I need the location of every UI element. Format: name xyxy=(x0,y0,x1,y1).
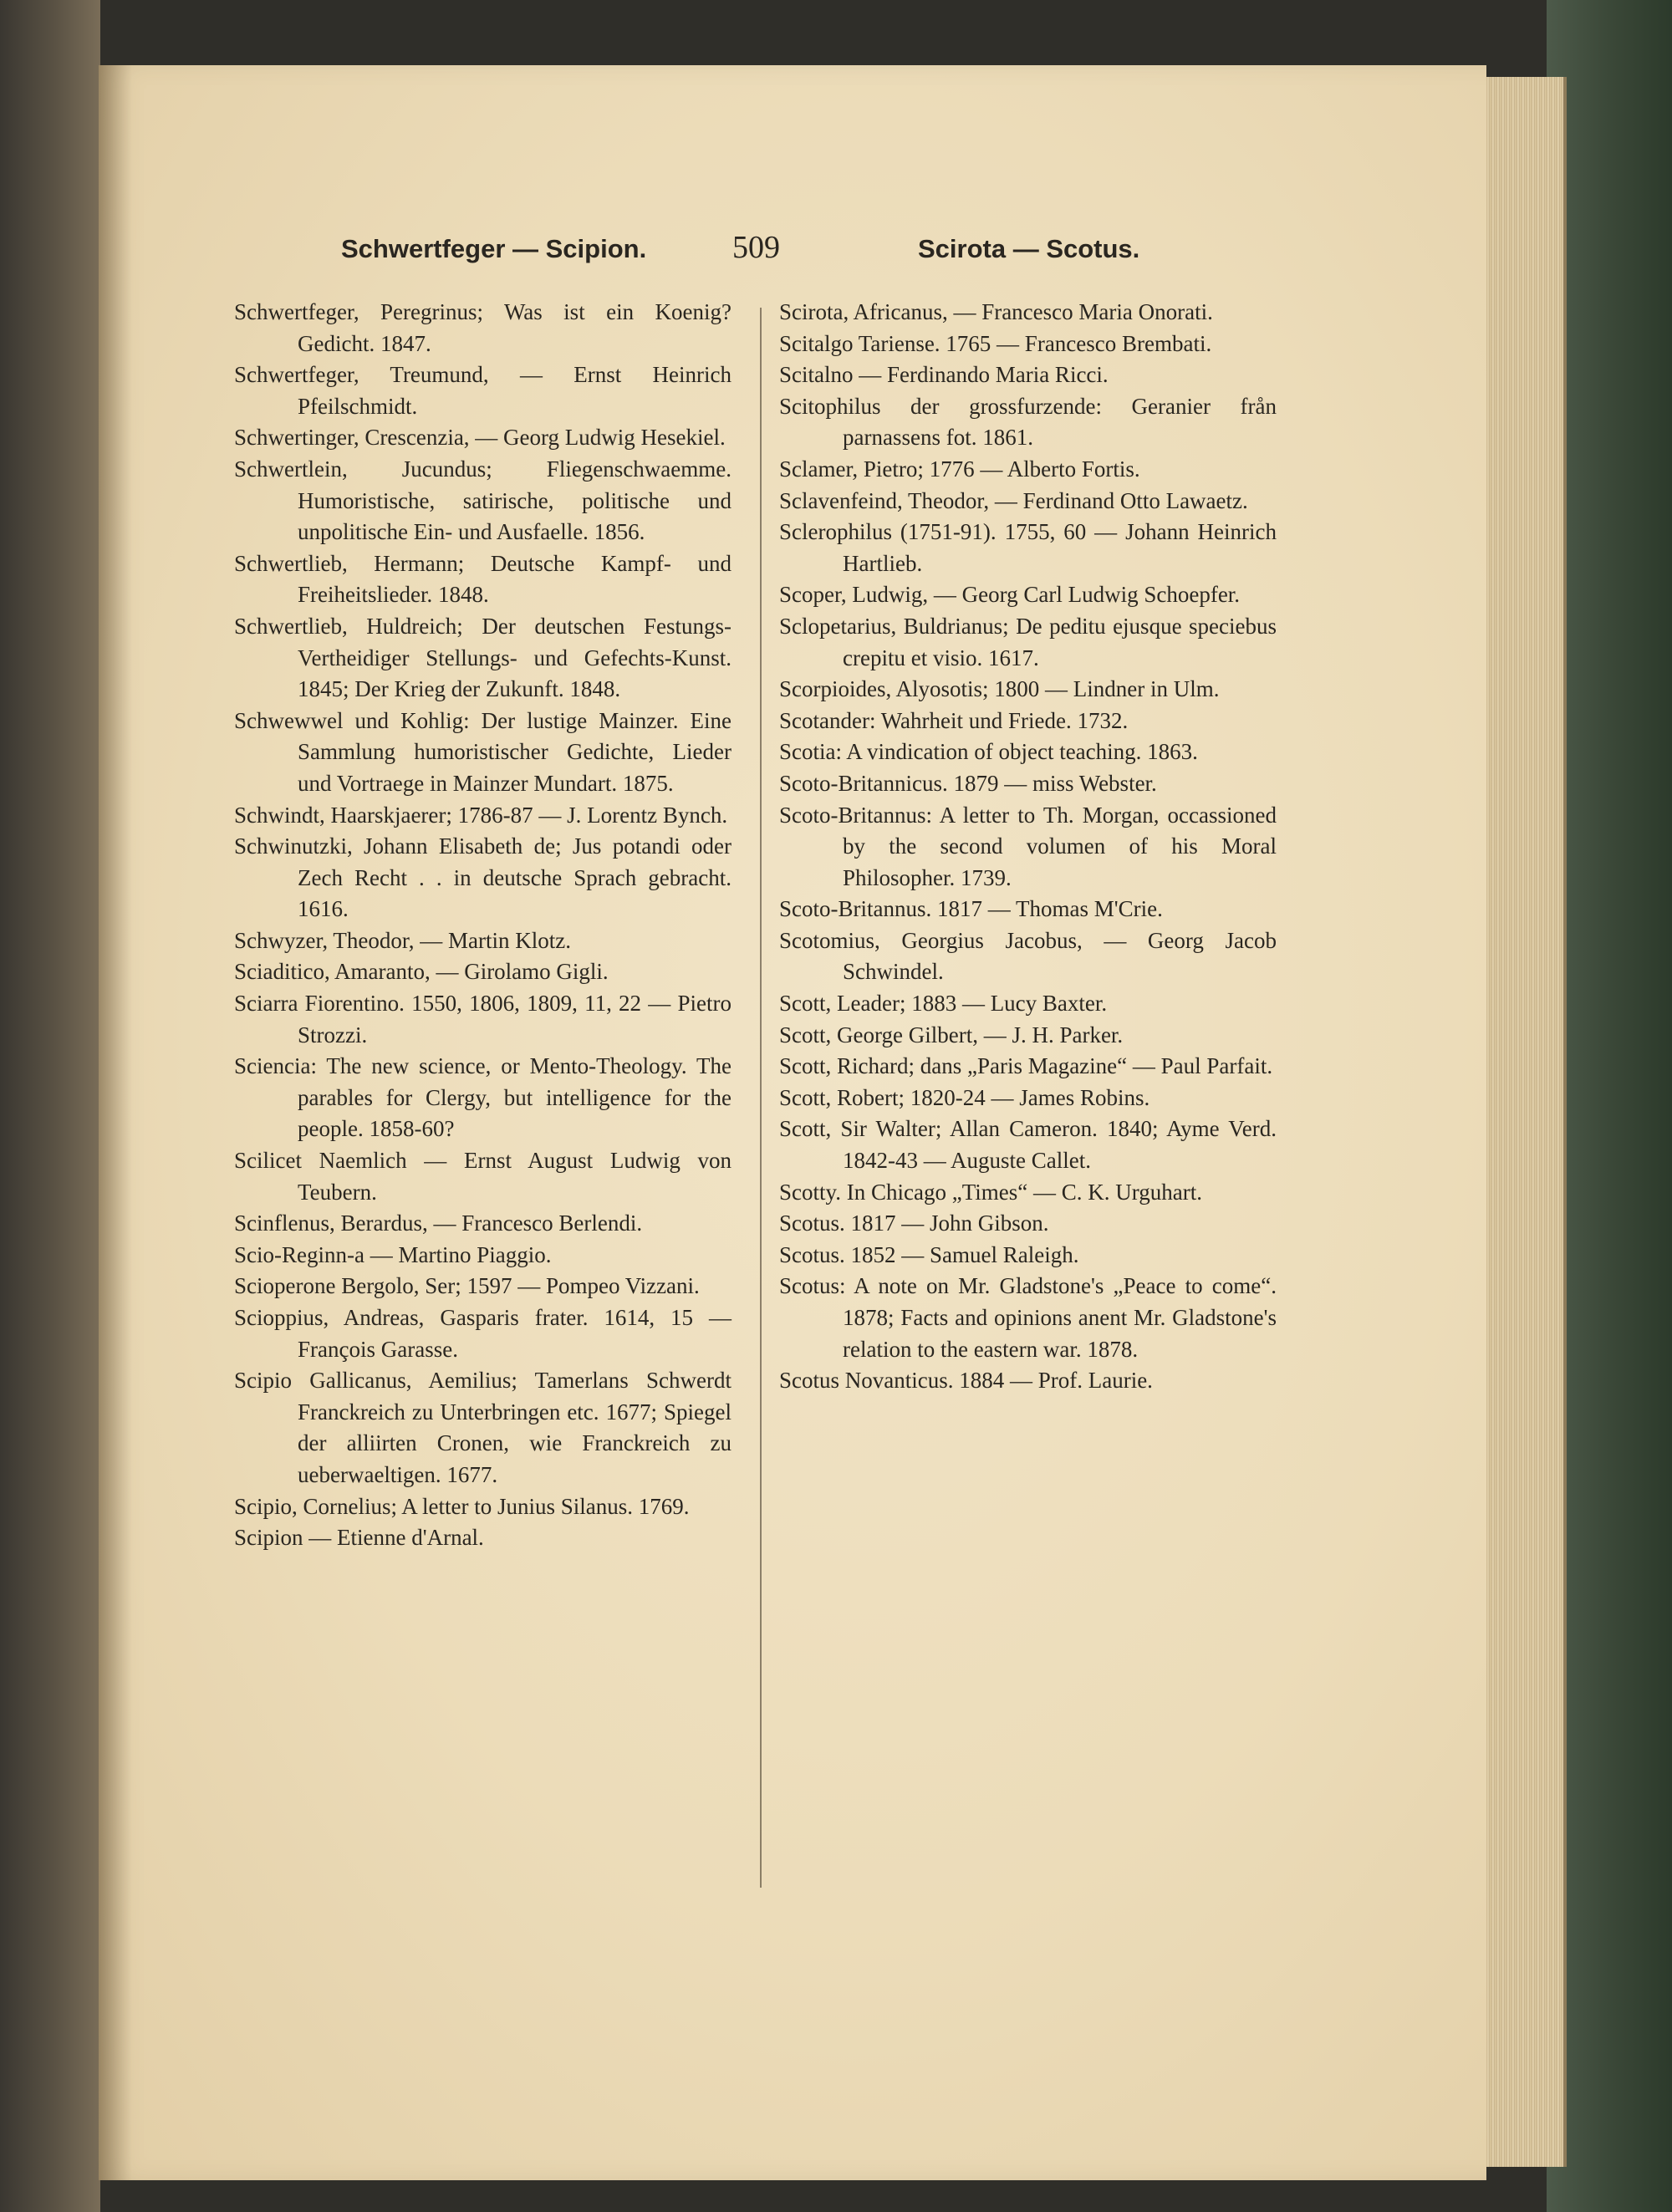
index-entry: Schwewwel und Kohlig: Der lustige Mainzer. Eine Sammlung humoristischer Gedichte, Lieder und Vortraege in Mainzer Mundart. 1875. xyxy=(234,707,732,796)
column-divider xyxy=(760,308,762,1888)
index-entry: Schwertlieb, Huldreich; Der deutschen Festungs-Vertheidiger Stellungs- und Gefechts-Kunst. 1845; Der Krieg der Zukunft. 1848. xyxy=(234,613,732,702)
index-entry: Scipion — Etienne d'Arnal. xyxy=(234,1525,484,1551)
index-entry: Sciencia: The new science, or Mento-Theology. The parables for Clergy, but intelligence for the people. 1858-60? xyxy=(234,1053,732,1142)
book-spine-left xyxy=(0,0,100,2212)
index-entry: Scotomius, Georgius Jacobus, — Georg Jacob Schwindel. xyxy=(779,927,1277,985)
index-entry: Scoper, Ludwig, — Georg Carl Ludwig Schoepfer. xyxy=(779,582,1241,608)
index-entry: Scorpioides, Alyosotis; 1800 — Lindner in Ulm. xyxy=(779,676,1220,702)
index-entry: Schwyzer, Theodor, — Martin Klotz. xyxy=(234,927,571,953)
index-entry: Scioperone Bergolo, Ser; 1597 — Pompeo Vizzani. xyxy=(234,1273,700,1299)
index-entry: Schwertlein, Jucundus; Fliegenschwaemme. Humoristische, satirische, politische und unpolitische Ein- und Ausfaelle. 1856. xyxy=(234,456,732,545)
index-entry: Scoto-Britannicus. 1879 — miss Webster. xyxy=(779,770,1157,796)
running-head-right: Scirota — Scotus. xyxy=(918,234,1140,263)
index-entry: Scinflenus, Berardus, — Francesco Berlendi. xyxy=(234,1210,643,1236)
index-entry: Schwertfeger, Peregrinus; Was ist ein Koenig? Gedicht. 1847. xyxy=(234,299,732,356)
index-entry: Schwindt, Haarskjaerer; 1786-87 — J. Lorentz Bynch. xyxy=(234,802,728,828)
index-entry: Scott, George Gilbert, — J. H. Parker. xyxy=(779,1022,1124,1047)
index-entry: Scoto-Britannus. 1817 — Thomas M'Crie. xyxy=(779,896,1163,922)
index-entry: Sciaditico, Amaranto, — Girolamo Gigli. xyxy=(234,959,609,985)
index-entry: Scott, Sir Walter; Allan Cameron. 1840; Ayme Verd. 1842-43 — Auguste Callet. xyxy=(779,1116,1277,1174)
page-number: 509 xyxy=(732,230,780,265)
index-entry: Scotus: A note on Mr. Gladstone's „Peace to come“. 1878; Facts and opinions anent Mr. Gladstone's relation to the eastern war. 1878. xyxy=(779,1273,1277,1362)
index-entry: Scipio Gallicanus, Aemilius; Tamerlans Schwerdt Franckreich zu Unterbringen etc. 1677; Spiegel der alliirten Cronen, wie Franckreich zu ueberwaeltigen. 1677. xyxy=(234,1368,732,1487)
right-column xyxy=(779,297,1277,1397)
left-column xyxy=(234,297,732,1554)
index-entry: Schwertfeger, Treumund, — Ernst Heinrich Pfeilschmidt. xyxy=(234,362,732,419)
running-head xyxy=(99,230,1486,276)
index-entry: Sclopetarius, Buldrianus; De peditu ejusque speciebus crepitu et visio. 1617. xyxy=(779,613,1277,670)
index-entry: Sciarra Fiorentino. 1550, 1806, 1809, 11, 22 — Pietro Strozzi. xyxy=(234,991,732,1047)
index-entry: Scilicet Naemlich — Ernst August Ludwig von Teubern. xyxy=(234,1148,732,1205)
index-entry: Sclerophilus (1751-91). 1755, 60 — Johann Heinrich Hartlieb. xyxy=(779,519,1277,576)
index-entry: Sclavenfeind, Theodor, — Ferdinand Otto Lawaetz. xyxy=(779,487,1248,513)
index-entry: Scott, Robert; 1820-24 — James Robins. xyxy=(779,1084,1150,1110)
index-entry: Scitophilus der grossfurzende: Geranier från parnassens fot. 1861. xyxy=(779,393,1277,451)
index-entry: Scotus. 1817 — John Gibson. xyxy=(779,1210,1049,1236)
index-entry: Scott, Leader; 1883 — Lucy Baxter. xyxy=(779,991,1108,1017)
index-entry: Scio-Reginn-a — Martino Piaggio. xyxy=(234,1241,552,1267)
index-entry: Scirota, Africanus, — Francesco Maria Onorati. xyxy=(779,299,1213,324)
index-entry: Scotus Novanticus. 1884 — Prof. Laurie. xyxy=(779,1368,1153,1394)
gutter-shadow xyxy=(99,65,132,2180)
index-entry: Scoto-Britannus: A letter to Th. Morgan, occassioned by the second volumen of his Moral Philosopher. 1739. xyxy=(779,802,1277,890)
index-entry: Schwinutzki, Johann Elisabeth de; Jus potandi oder Zech Recht . . in deutsche Sprach gebracht. 1616. xyxy=(234,833,732,922)
index-entry: Scotty. In Chicago „Times“ — C. K. Urguhart. xyxy=(779,1179,1202,1205)
index-entry: Scotus. 1852 — Samuel Raleigh. xyxy=(779,1241,1079,1267)
index-entry: Scitalgo Tariense. 1765 — Francesco Brembati. xyxy=(779,330,1212,356)
running-head-left: Schwertfeger — Scipion. xyxy=(341,234,647,263)
index-entry: Schwertinger, Crescenzia, — Georg Ludwig Hesekiel. xyxy=(234,425,726,451)
index-entry: Scotia: A vindication of object teaching. 1863. xyxy=(779,739,1198,765)
index-entry: Schwertlieb, Hermann; Deutsche Kampf- und Freiheitslieder. 1848. xyxy=(234,550,732,608)
index-entry: Scipio, Cornelius; A letter to Junius Silanus. 1769. xyxy=(234,1493,690,1519)
index-entry: Scitalno — Ferdinando Maria Ricci. xyxy=(779,362,1109,388)
index-entry: Sclamer, Pietro; 1776 — Alberto Fortis. xyxy=(779,456,1140,482)
index-entry: Scotander: Wahrheit und Friede. 1732. xyxy=(779,707,1129,733)
index-entry: Scioppius, Andreas, Gasparis frater. 1614, 15 — François Garasse. xyxy=(234,1305,732,1362)
index-entry: Scott, Richard; dans „Paris Magazine“ — Paul Parfait. xyxy=(779,1053,1273,1079)
